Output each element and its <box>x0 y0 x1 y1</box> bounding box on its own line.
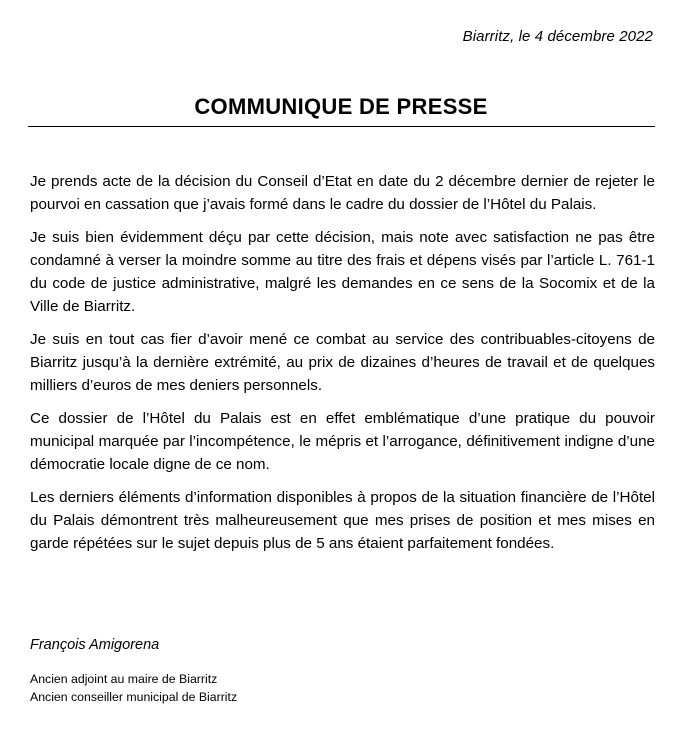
paragraph: Je prends acte de la décision du Conseil d’Etat en date du 2 décembre dernier de rejeter le pourvoi en cassation que j’avais formé dans le cadre du dossier de l’Hôtel du Palais. <box>30 173 655 213</box>
dateline: Biarritz, le 4 décembre 2022 <box>462 28 653 45</box>
paragraph: Ce dossier de l’Hôtel du Palais est en effet emblématique d’une pratique du pouvoir municipal marquée par l’incompétence, le mépris et l’arrogance, définitivement indigne d’une démocratie locale digne de ce nom. <box>30 410 655 473</box>
signature-role: Ancien conseiller municipal de Biarritz <box>30 690 238 704</box>
signature-roles <box>30 670 237 706</box>
title-underline-divider <box>28 126 655 127</box>
release-body <box>30 170 655 565</box>
paragraph: Je suis bien évidemment déçu par cette décision, mais note avec satisfaction ne pas être condamné à verser la moindre somme au titre des frais et dépens visés par l’article L. 761-1 du code de justice administrative, malgré les demandes en ce sens de la Socomix et de la Ville de Biarritz. <box>30 229 655 315</box>
signature-role: Ancien adjoint au maire de Biarritz <box>30 672 218 686</box>
page-title: COMMUNIQUE DE PRESSE <box>194 94 488 119</box>
signature-name: François Amigorena <box>30 637 160 653</box>
paragraph: Je suis en tout cas fier d’avoir mené ce combat au service des contribuables-citoyens de Biarritz jusqu’à la dernière extrémité, au prix de dizaines d’heures de travail et de quelques milliers d’euros de mes deniers personnels. <box>30 331 655 394</box>
paragraph: Les derniers éléments d’information disponibles à propos de la situation financière de l’Hôtel du Palais démontrent très malheureusement que mes prises de position et mes mises en garde répétées sur le sujet depuis plus de 5 ans étaient parfaitement fondées. <box>30 489 655 552</box>
